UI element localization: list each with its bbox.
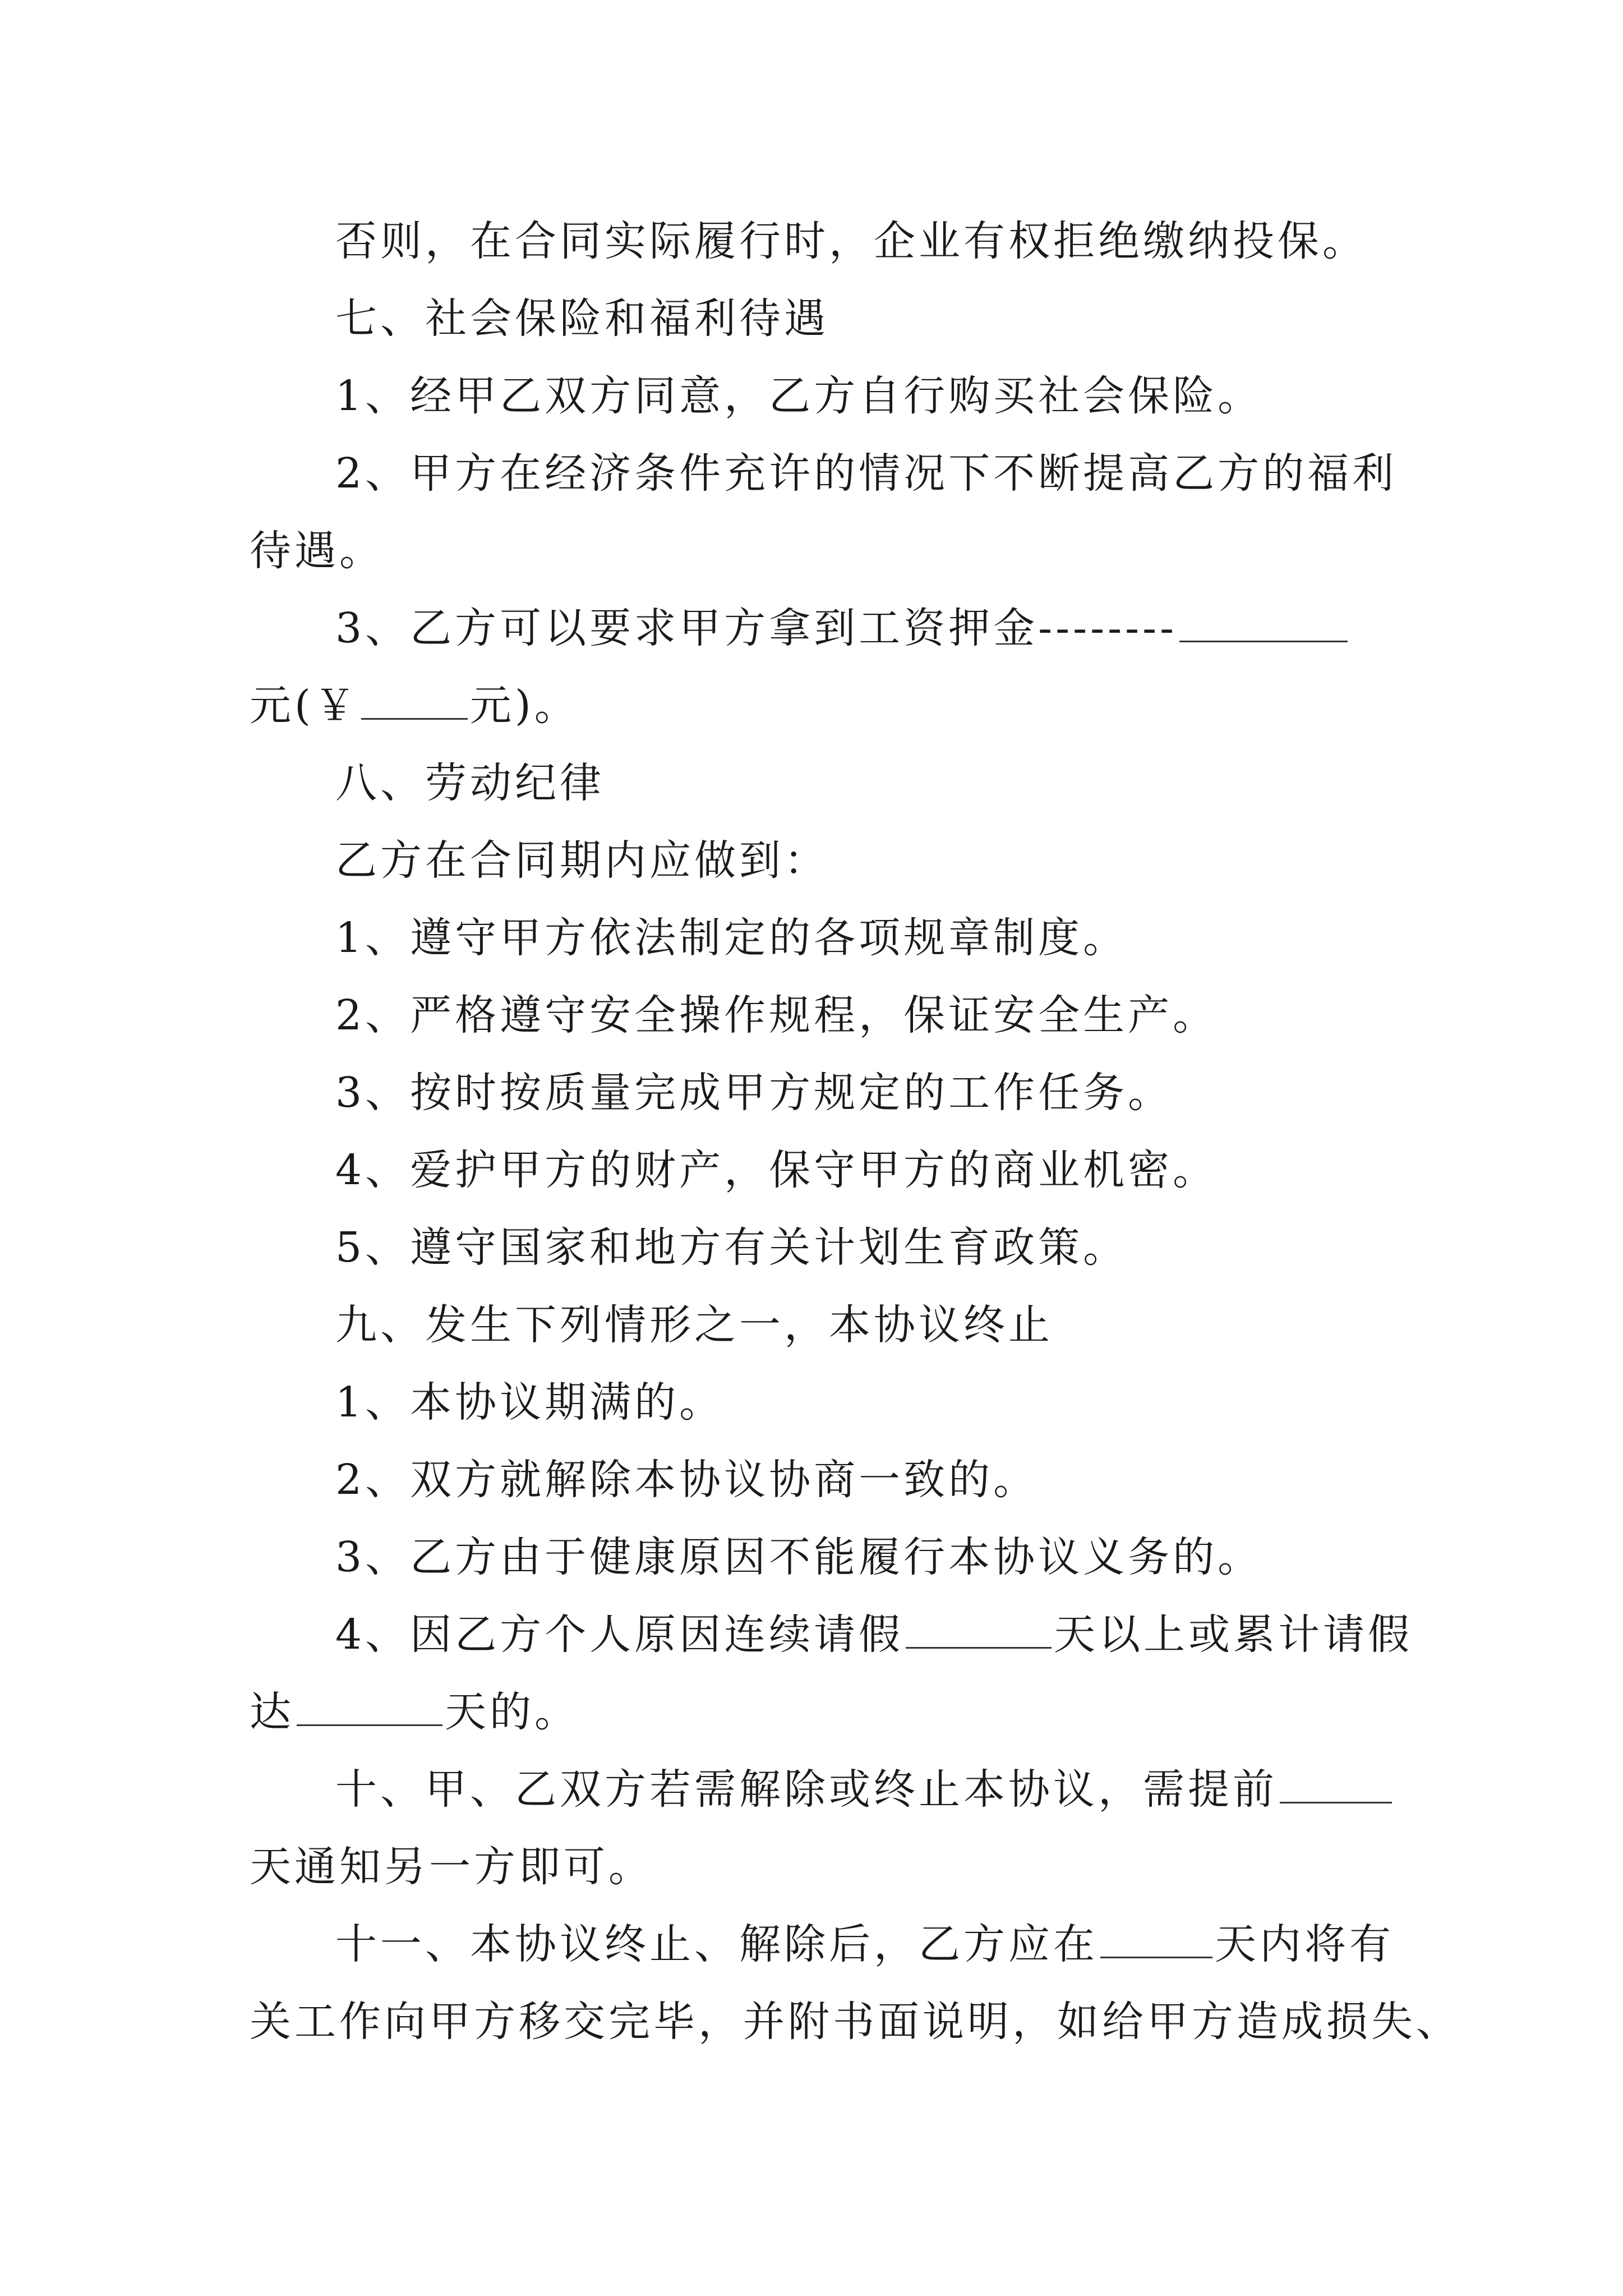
- list-item-text: 4、因乙方个人原因连续请假: [335, 1611, 904, 1659]
- section-heading: 八、劳动纪律: [335, 759, 605, 807]
- list-item: 1、经甲乙双方同意，乙方自行购买社会保险。: [335, 372, 1263, 420]
- list-item: [335, 1607, 1413, 1663]
- section-heading: 七、社会保险和福利待遇: [335, 295, 829, 343]
- list-item: 1、本协议期满的。: [335, 1378, 725, 1427]
- list-item: 2、双方就解除本协议协商一致的。: [335, 1456, 1039, 1504]
- paragraph-line: 否则，在合同实际履行时，企业有权拒绝缴纳投保。: [335, 217, 1367, 265]
- list-item-continuation: [250, 678, 579, 734]
- section-heading: [335, 1761, 1394, 1818]
- list-item: 2、甲方在经济条件充许的情况下不断提高乙方的福利: [335, 449, 1398, 498]
- list-item-continuation: [250, 1684, 579, 1740]
- list-item-text: 元(￥: [250, 682, 359, 730]
- fill-blank: [1280, 1767, 1392, 1803]
- fill-blank: [1100, 1922, 1212, 1958]
- list-item-text: 元)。: [469, 682, 579, 730]
- paragraph-line: 乙方在合同期内应做到：: [335, 836, 829, 885]
- section-heading-text: 天内将有: [1215, 1920, 1394, 1968]
- list-item-text: 达: [250, 1688, 294, 1736]
- list-item-text: 天的。: [445, 1688, 579, 1736]
- section-heading-text: 十一、本协议终止、解除后，乙方应在: [335, 1920, 1098, 1968]
- list-item: 3、按时按质量完成甲方规定的工作任务。: [335, 1069, 1173, 1117]
- fill-blank: [361, 683, 468, 720]
- fill-blank: [906, 1612, 1052, 1649]
- paragraph-continuation: 天通知另一方即可。: [250, 1843, 653, 1891]
- list-item: 5、遵守国家和地方有关计划生育政策。: [335, 1223, 1128, 1272]
- list-item-text: 天以上或累计请假: [1054, 1611, 1413, 1659]
- fill-blank: [1179, 606, 1348, 642]
- section-heading: [335, 1916, 1394, 1972]
- list-item: 2、严格遵守安全操作规程，保证安全生产。: [335, 991, 1218, 1039]
- list-item: 4、爱护甲方的财产，保守甲方的商业机密。: [335, 1146, 1218, 1194]
- list-item: 3、乙方由于健康原因不能履行本协议义务的。: [335, 1533, 1263, 1581]
- section-heading: 九、发生下列情形之一，本协议终止: [335, 1301, 1053, 1349]
- list-item-continuation: 待遇。: [250, 527, 384, 575]
- list-item-text: 3、乙方可以要求甲方拿到工资押金--------: [335, 604, 1178, 652]
- section-heading-text: 十、甲、乙双方若需解除或终止本协议，需提前: [335, 1765, 1278, 1814]
- paragraph-continuation: 关工作向甲方移交完毕，并附书面说明，如给甲方造成损失、: [250, 1998, 1461, 2046]
- list-item: 1、遵守甲方依法制定的各项规章制度。: [335, 914, 1128, 962]
- fill-blank: [297, 1690, 442, 1726]
- list-item: [335, 600, 1350, 656]
